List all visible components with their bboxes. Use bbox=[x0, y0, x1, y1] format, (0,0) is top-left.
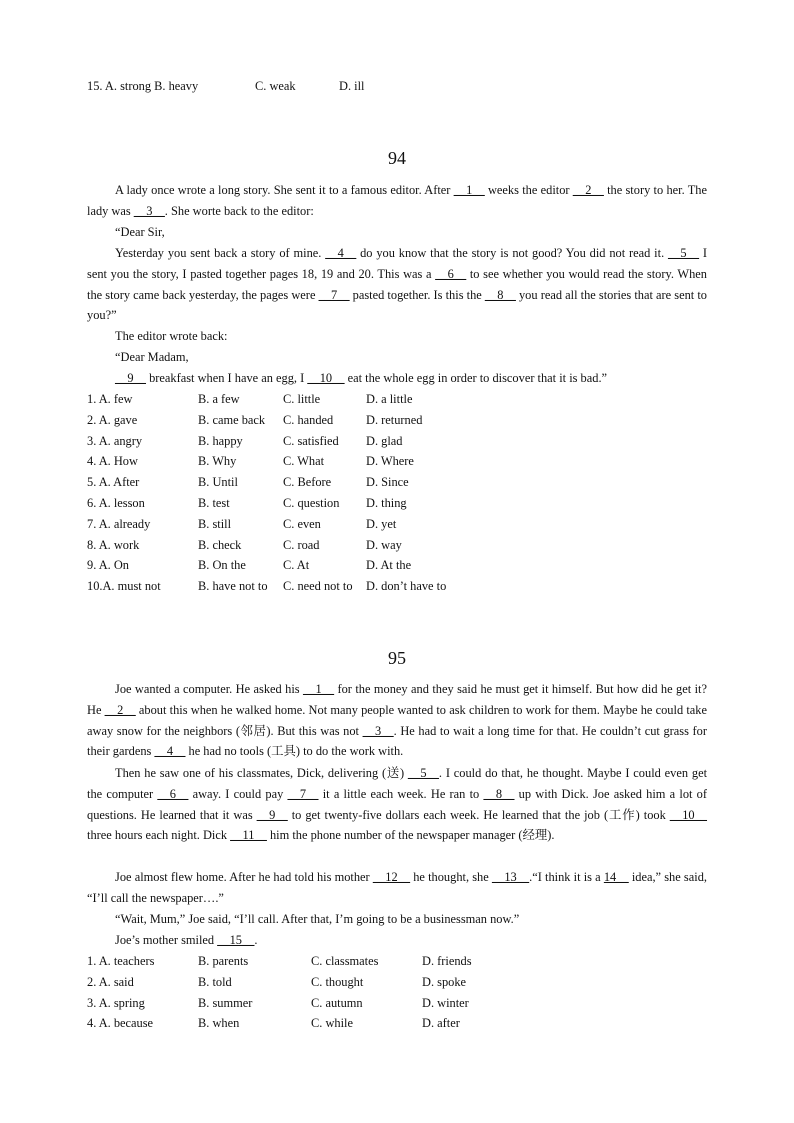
q15-option-b: B. heavy bbox=[154, 79, 199, 93]
s94-paragraph-3: __9__ breakfast when I have an egg, I __10__ eat the whole egg in order to discover that it is bad.” bbox=[115, 371, 608, 385]
blank: __15__ bbox=[217, 933, 255, 947]
option-row: 3. A. angry B. happy C. satisfied D. glad bbox=[87, 433, 403, 448]
blank: __10__ bbox=[669, 807, 707, 822]
option-row: 8. A. work B. check C. road D. way bbox=[87, 537, 402, 552]
blank: __12__ bbox=[372, 870, 411, 884]
option-row: 5. A. After B. Until C. Before D. Since bbox=[87, 475, 409, 490]
blank: __9__ bbox=[256, 807, 288, 822]
blank: __8__ bbox=[483, 786, 515, 801]
blank: __2__ bbox=[572, 183, 604, 197]
s94-paragraph-1: A lady once wrote a long story. She sent it to a famous editor. After __1__ weeks the editor __2__ the story to her. The lady was __3__. She worte back to the editor: bbox=[87, 183, 707, 218]
blank: __11__ bbox=[230, 828, 267, 843]
option-row: 1. A. few B. a few C. little D. a little bbox=[87, 392, 413, 406]
blank: __3__ bbox=[362, 723, 394, 738]
s94-greeting-sir: “Dear Sir, bbox=[115, 225, 165, 239]
s95-options bbox=[87, 951, 707, 1034]
option-row: 9. A. On B. On the C. At D. At the bbox=[87, 558, 412, 573]
q15-number: 15. bbox=[87, 79, 103, 93]
s94-greeting-madam: “Dear Madam, bbox=[115, 350, 189, 364]
option-row: 7. A. already B. still C. even D. yet bbox=[87, 516, 397, 531]
blank: __6__ bbox=[157, 786, 189, 801]
s94-paragraph-2: Yesterday you sent back a story of mine. __4__ do you know that the story is not good? You did not read it. __5__ I sent you the story, I pasted together pages 18, 19 and 20. This was a __6__ to see whether you would read the story. When the story came back yesterday, the pages were __7__ pasted together. Is this the __8__ you read all the stories that are sent to you?” bbox=[87, 246, 707, 323]
blank: 14__ bbox=[603, 870, 629, 884]
q15-options bbox=[87, 78, 365, 94]
option-row: 4. A. How B. Why C. What D. Where bbox=[87, 454, 414, 469]
blank: __1__ bbox=[303, 682, 335, 696]
blank: __13__ bbox=[491, 870, 530, 884]
blank: __5__ bbox=[407, 766, 439, 780]
s95-paragraph-4: “Wait, Mum,” Joe said, “I’ll call. After that, I’m going to be a businessman now.” bbox=[115, 912, 520, 926]
section-94-number: 94 bbox=[388, 148, 406, 168]
option-row: 2. A. gave B. came back C. handed D. returned bbox=[87, 412, 423, 427]
s94-editor-line: The editor wrote back: bbox=[115, 329, 228, 343]
blank: __1__ bbox=[453, 183, 485, 197]
s94-options bbox=[87, 389, 707, 597]
q15-option-c: C. weak bbox=[255, 79, 296, 93]
blank: __3__ bbox=[133, 203, 165, 218]
blank: __7__ bbox=[287, 786, 319, 801]
blank: __4__ bbox=[325, 246, 357, 260]
s95-paragraph-3: Joe almost flew home. After he had told his mother __12__ he thought, she __13__.“I think it is a 14__ idea,” she said, “I’ll call the newspaper….” bbox=[87, 870, 707, 905]
s95-paragraph-1: Joe wanted a computer. He asked his __1__ for the money and they said he must get it himself. But how did he get it? He __2__ about this when he walked home. Not many people wanted to ask children to work for them. Maybe he could take away snow for the neighbors (邻居). But this was not __3__. He had to wait a long time for that. He couldn’t cut grass for their gardens __4__ he had no tools (工具) to do the work with. bbox=[87, 682, 707, 759]
blank: __7__ bbox=[318, 287, 350, 302]
option-row: 2. A. said B. told C. thought D. spoke bbox=[87, 974, 467, 989]
blank: __8__ bbox=[484, 287, 516, 302]
q15-option-d: D. ill bbox=[339, 79, 365, 93]
s95-paragraph-2: Then he saw one of his classmates, Dick, delivering (送) __5__. I could do that, he thought. Maybe I could even get the computer __6__ away. I could pay __7__ it a little each week. He ran to __8__ up with Dick. Joe asked him a lot of questions. He learned that it was __9__ to get twenty-five dollars each week. He learned that the job (工作) took __10__ three hours each night. Dick __11__ him the phone number of the newspaper manager (经理). bbox=[87, 766, 708, 843]
option-row: 1. A. teachers B. parents C. classmates D. friends bbox=[87, 954, 472, 968]
option-row: 6. A. lesson B. test C. question D. thing bbox=[87, 495, 407, 510]
q15-option-a: A. strong bbox=[104, 79, 152, 93]
blank: __6__ bbox=[435, 266, 467, 281]
blank: __10__ bbox=[307, 371, 345, 385]
blank: __9__ bbox=[115, 371, 146, 385]
s95-paragraph-5: Joe’s mother smiled __15__. bbox=[115, 933, 258, 947]
blank: __2__ bbox=[104, 702, 136, 717]
option-row: 4. A. because B. when C. while D. after bbox=[87, 1016, 460, 1031]
section-95-number: 95 bbox=[388, 648, 406, 668]
blank: __4__ bbox=[154, 744, 186, 759]
option-row: 3. A. spring B. summer C. autumn D. winter bbox=[87, 995, 469, 1010]
blank: __5__ bbox=[668, 246, 700, 260]
option-row: 10.A. must not B. have not to C. need not to D. don’t have to bbox=[87, 579, 447, 594]
